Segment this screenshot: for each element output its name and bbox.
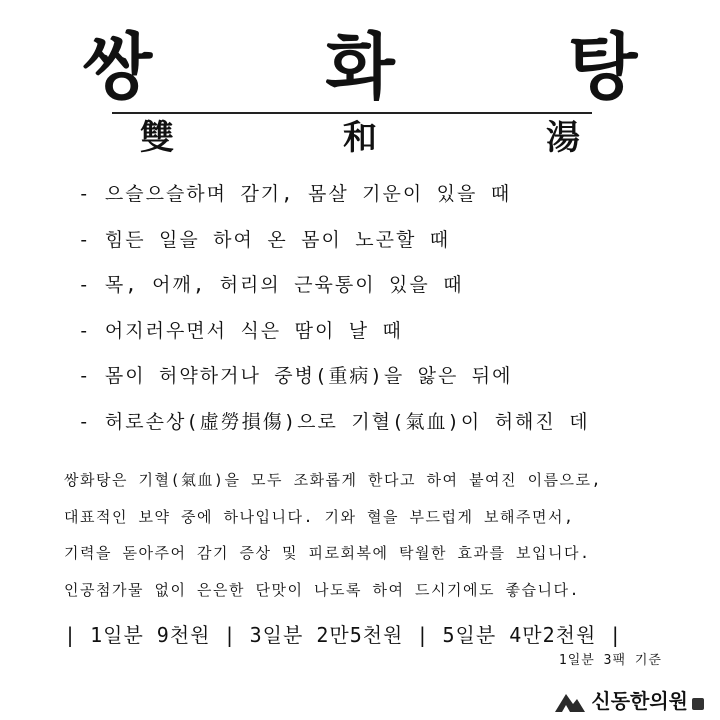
hanja-char: 雙: [140, 118, 174, 158]
brand-name: 신동한의원: [591, 689, 688, 713]
list-item: - 몸이 허약하거나 중병(重病)을 앓은 뒤에: [78, 365, 513, 387]
indication-list: [78, 174, 590, 447]
list-item: - 허로손상(虛勞損傷)으로 기혈(氣血)이 허해진 데: [78, 410, 590, 433]
title-underline: [112, 112, 592, 114]
page-title: 쌍 화 탕: [82, 24, 712, 109]
mountain-logo-icon: [553, 688, 587, 714]
price-note: 1일분 3팩 기준: [558, 653, 662, 668]
description-line: 쌍화탕은 기혈(氣血)을 모두 조화롭게 한다고 하여 붙여진 이름으로,: [64, 471, 603, 489]
description-line: 기력을 돋아주어 감기 증상 및 피로회복에 탁월한 효과를 보입니다.: [64, 544, 591, 562]
list-item: - 힘든 일을 하여 온 몸이 노곤할 때: [78, 228, 451, 251]
description-line: 인공첨가물 없이 은은한 단맛이 나도록 하여 드시기에도 좋습니다.: [64, 580, 580, 599]
brand: [553, 688, 704, 714]
list-item: - 목, 어깨, 허리의 근육통이 있을 때: [78, 274, 464, 296]
price-line: | 1일분 9천원 | 3일분 2만5천원 | 5일분 4만2천원 |: [64, 623, 623, 647]
list-item: - 어지러우면서 식은 땀이 날 때: [78, 319, 403, 342]
hanja-char: 湯: [546, 118, 580, 158]
list-item: - 으슬으슬하며 감기, 몸살 기운이 있을 때: [78, 183, 512, 205]
seal-icon: [692, 698, 704, 710]
hanja-char: 和: [343, 118, 377, 158]
hanja-title: [140, 118, 580, 158]
description: [64, 462, 684, 608]
description-line: 대표적인 보약 중에 하나입니다. 기와 혈을 부드럽게 보해주면서,: [64, 507, 575, 526]
